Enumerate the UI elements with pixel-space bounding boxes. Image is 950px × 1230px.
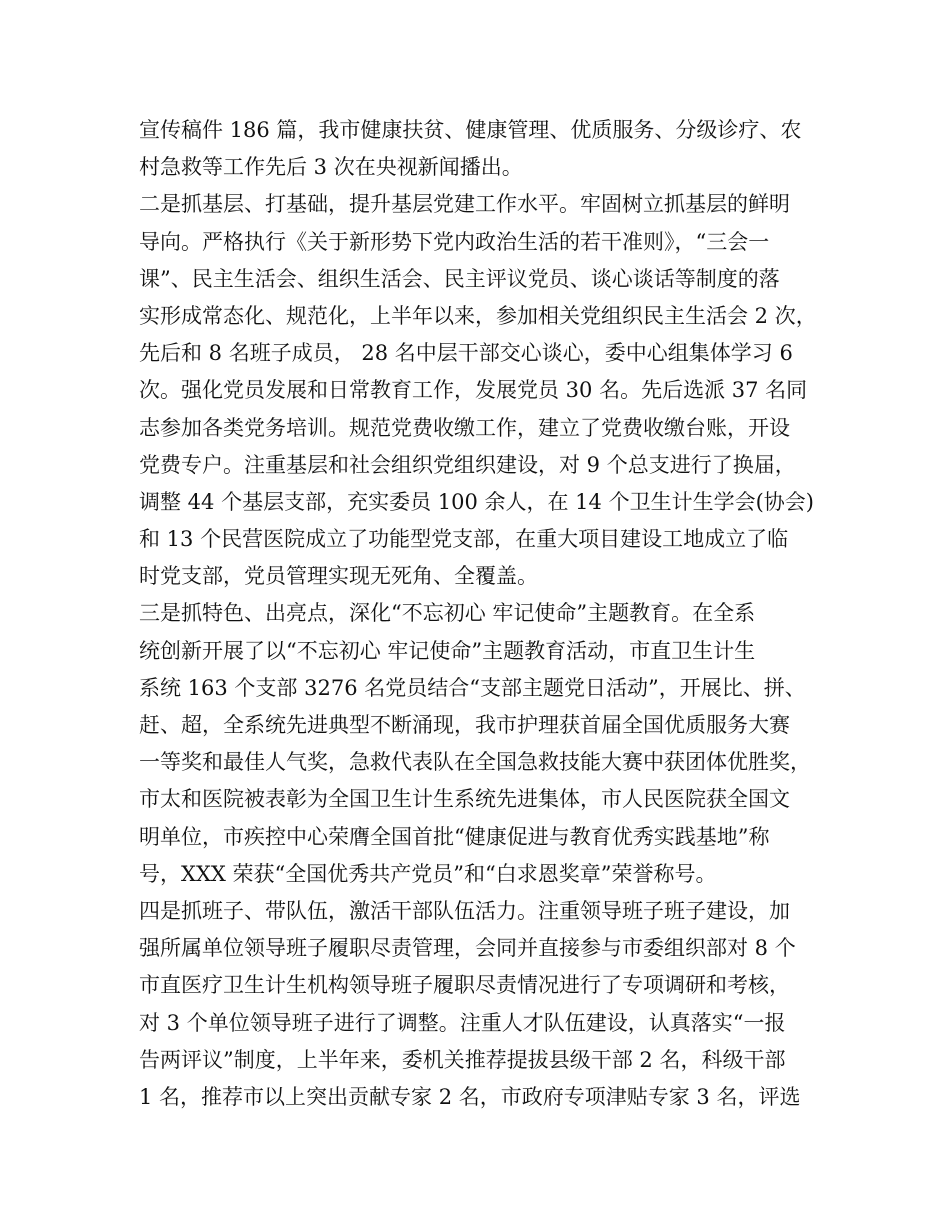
- text-line: 实形成常态化、规范化，上半年以来，参加相关党组织民主生活会 2 次，: [139, 303, 817, 328]
- text-line: 课”、民主生活会、组织生活会、民主评议党员、谈心谈话等制度的落: [139, 266, 780, 291]
- text-line: 市太和医院被表彰为全国卫生计生系统先进集体，市人民医院获全国文: [139, 787, 790, 812]
- text-line: 一等奖和最佳人气奖，急救代表队在全国急救技能大赛中获团体优胜奖，: [139, 750, 811, 775]
- text-line: 宣传稿件 186 篇，我市健康扶贫、健康管理、优质服务、分级诊疗、农: [139, 118, 802, 142]
- text-line: 导向。严格执行《关于新形势下党内政治生活的若干准则》，“三会一: [139, 229, 770, 254]
- text-line: 党费专户。注重基层和社会组织党组织建设，对 9 个总支进行了换届，: [139, 452, 796, 477]
- text-line: 对 3 个单位领导班子进行了调整。注重人才队伍建设，认真落实“一报: [139, 1010, 786, 1035]
- text-line: 次。强化党员发展和日常教育工作，发展党员 30 名。先后选派 37 名同: [139, 378, 808, 403]
- text-line: 1 名，推荐市以上突出贡献专家 2 名，市政府专项津贴专家 3 名，评选: [139, 1084, 801, 1109]
- text-line: 系统 163 个支部 3276 名党员结合“支部主题党日活动”，开展比、拼、: [139, 675, 806, 700]
- text-line: 号，XXX 荣获“全国优秀共产党员”和“白求恩奖章”荣誉称号。: [139, 861, 717, 886]
- text-line: 先后和 8 名班子成员， 28 名中层干部交心谈心，委中心组集体学习 6: [139, 341, 793, 366]
- text-line: 时党支部，党员管理实现无死角、全覆盖。: [139, 564, 538, 589]
- text-line: 二是抓基层、打基础，提升基层党建工作水平。牢固树立抓基层的鲜明: [139, 192, 790, 217]
- text-line: 和 13 个民营医院成立了功能型党支部，在重大项目建设工地成立了临: [139, 527, 789, 552]
- text-line: 明单位，市疾控中心荣膺全国首批“健康促进与教育优秀实践基地”称: [139, 824, 770, 849]
- text-line: 村急救等工作先后 3 次在央视新闻播出。: [139, 155, 523, 180]
- text-line: 三是抓特色、出亮点，深化“不忘初心 牢记使命”主题教育。在全系: [139, 601, 756, 626]
- text-line: 统创新开展了以“不忘初心 牢记使命”主题教育活动，市直卫生计生: [139, 638, 756, 663]
- body-text: [139, 112, 829, 1116]
- text-line: 市直医疗卫生计生机构领导班子履职尽责情况进行了专项调研和考核，: [139, 973, 790, 998]
- text-line: 调整 44 个基层支部，充实委员 100 余人，在 14 个卫生计生学会(协会): [139, 489, 814, 514]
- text-line: 志参加各类党务培训。规范党费收缴工作，建立了党费收缴台账，开设: [139, 415, 790, 440]
- text-line: 赶、超，全系统先进典型不断涌现，我市护理获首届全国优质服务大赛: [139, 713, 790, 737]
- text-line: 告两评议”制度，上半年来，委机关推荐提拔县级干部 2 名，科级干部: [139, 1047, 786, 1072]
- text-line: 四是抓班子、带队伍，激活干部队伍活力。注重领导班子班子建设，加: [139, 898, 790, 923]
- text-line: 强所属单位领导班子履职尽责管理，会同并直接参与市委组织部对 8 个: [139, 936, 796, 961]
